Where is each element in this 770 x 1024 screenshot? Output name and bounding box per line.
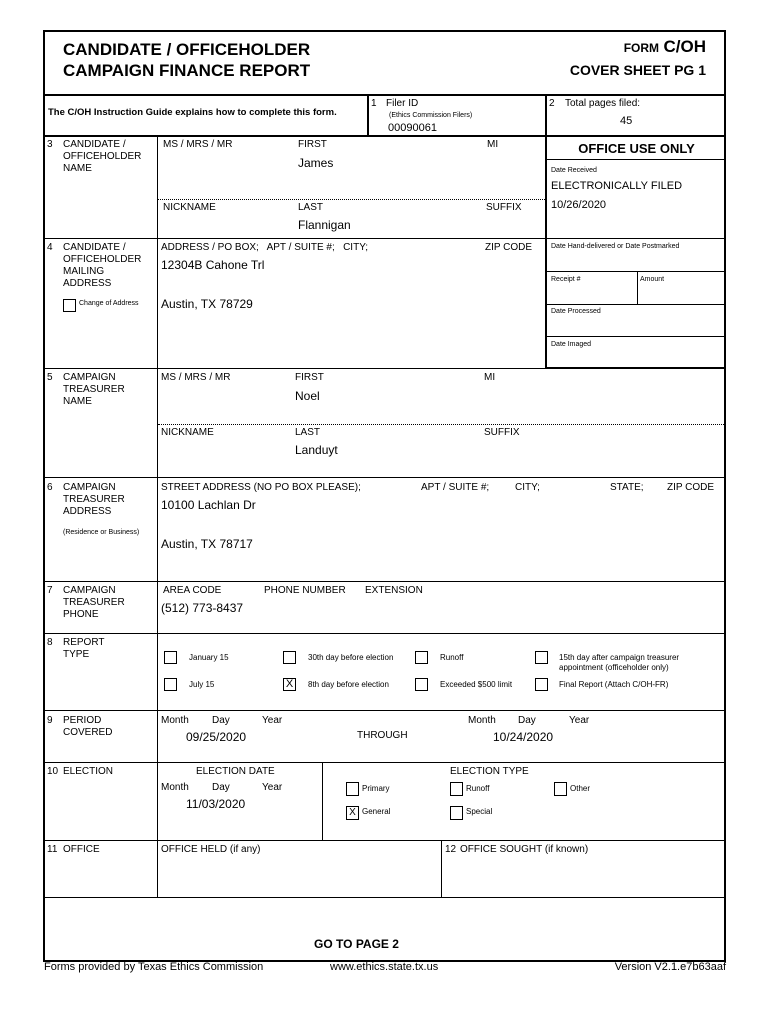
to-month-label: Month xyxy=(468,715,496,726)
divider xyxy=(546,271,726,272)
first-label: FIRST xyxy=(295,372,324,383)
section-num: 8 xyxy=(47,637,53,648)
filer-id-label: Filer ID xyxy=(386,98,419,109)
other-checkbox[interactable] xyxy=(554,782,567,796)
zip-label: ZIP CODE xyxy=(485,242,533,253)
suffix-label: SUFFIX xyxy=(484,427,520,438)
divider xyxy=(546,336,726,337)
treasurer-last-name: Landuyt xyxy=(295,443,338,457)
divider xyxy=(367,95,369,135)
treasurer-first-name: Noel xyxy=(295,389,320,403)
candidate-first-name: James xyxy=(298,156,334,170)
filer-id-num: 1 xyxy=(371,98,377,109)
period-from-date: 09/25/2020 xyxy=(186,730,247,744)
runoff-checkbox[interactable] xyxy=(415,651,428,664)
filer-id-value: 00090061 xyxy=(388,122,437,134)
divider xyxy=(43,94,726,96)
total-pages-value: 45 xyxy=(620,115,633,127)
form-code xyxy=(624,37,706,57)
8day-checkbox[interactable]: X xyxy=(283,678,296,691)
primary-label: Primary xyxy=(362,784,390,793)
section-num: 5 xyxy=(47,372,53,383)
filer-id-sublabel: (Ethics Commission Filers) xyxy=(389,112,473,119)
form-title-line1: CANDIDATE / OFFICEHOLDER xyxy=(63,40,311,59)
office-sought-label: OFFICE SOUGHT (if known) xyxy=(460,844,589,855)
processed-label: Date Processed xyxy=(551,308,601,315)
footer-version: Version V2.1.e7b63aaf xyxy=(614,961,726,973)
instructions-text: The C/OH Instruction Guide explains how to complete this form. xyxy=(48,107,337,118)
address-header-label: ADDRESS / PO BOX; APT / SUITE #; CITY; xyxy=(161,242,368,253)
section-label: CAMPAIGN TREASURER ADDRESS xyxy=(63,482,125,517)
form-prefix: FORM xyxy=(623,41,660,55)
street-label: STREET ADDRESS (NO PO BOX PLEASE); xyxy=(161,482,361,493)
jan15-checkbox[interactable] xyxy=(164,651,177,664)
section-label: OFFICE xyxy=(63,844,100,855)
city-label: CITY; xyxy=(515,482,540,493)
form-title-line2: CAMPAIGN FINANCE REPORT xyxy=(63,61,311,80)
from-day-label: Day xyxy=(212,715,230,726)
divider xyxy=(545,95,547,135)
jan15-label: January 15 xyxy=(189,653,229,662)
office-held-label: OFFICE HELD (if any) xyxy=(161,844,261,855)
other-label: Other xyxy=(570,784,591,793)
last-label: LAST xyxy=(295,427,321,438)
section-label: ELECTION xyxy=(63,766,114,777)
to-day-label: Day xyxy=(518,715,536,726)
divider xyxy=(637,271,638,304)
nickname-label: NICKNAME xyxy=(163,202,216,213)
election-year-label: Year xyxy=(262,782,283,793)
divider xyxy=(157,136,158,762)
cover-sheet-label: COVER SHEET PG 1 xyxy=(569,62,706,78)
filed-date: 10/26/2020 xyxy=(551,199,607,211)
change-of-address-checkbox[interactable] xyxy=(63,299,76,312)
election-date: 11/03/2020 xyxy=(186,797,246,811)
go-to-page-2: GO TO PAGE 2 xyxy=(314,937,399,951)
receipt-label: Receipt # xyxy=(551,276,581,283)
last-label: LAST xyxy=(298,202,324,213)
candidate-address-line2: Austin, TX 78729 xyxy=(161,297,253,311)
office-sought-num: 12 xyxy=(445,844,457,855)
divider xyxy=(157,763,158,897)
final-report-label: Final Report (Attach C/OH-FR) xyxy=(559,680,669,689)
mi-label: MI xyxy=(487,139,499,150)
exceeded-500-checkbox[interactable] xyxy=(415,678,428,691)
area-code-label: AREA CODE xyxy=(163,585,222,596)
15th-day-label: 15th day after campaign treasurer appointment (officeholder only) xyxy=(559,653,680,672)
primary-checkbox[interactable] xyxy=(346,782,359,796)
election-runoff-checkbox[interactable] xyxy=(450,782,463,796)
section-label: CAMPAIGN TREASURER PHONE xyxy=(63,585,125,620)
through-label: THROUGH xyxy=(357,730,408,741)
state-label: STATE; xyxy=(610,482,644,493)
divider xyxy=(43,633,726,634)
to-year-label: Year xyxy=(569,715,590,726)
divider xyxy=(43,897,726,898)
election-date-label: ELECTION DATE xyxy=(196,766,275,777)
nickname-label: NICKNAME xyxy=(161,427,214,438)
jul15-label: July 15 xyxy=(189,680,215,689)
divider xyxy=(322,763,323,840)
candidate-address-line1: 12304B Cahone Trl xyxy=(161,258,265,272)
imaged-label: Date Imaged xyxy=(551,341,592,348)
divider xyxy=(43,840,726,841)
suffix-label: SUFFIX xyxy=(486,202,522,213)
8day-label: 8th day before election xyxy=(308,680,389,689)
section-num: 7 xyxy=(47,585,53,596)
section-num: 6 xyxy=(47,482,53,493)
30day-label: 30th day before election xyxy=(308,653,394,662)
section-label: CANDIDATE / OFFICEHOLDER NAME xyxy=(63,139,142,174)
change-of-address-label: Change of Address xyxy=(79,300,139,307)
section-num: 9 xyxy=(47,715,53,726)
from-year-label: Year xyxy=(262,715,283,726)
special-label: Special xyxy=(466,807,493,816)
hand-delivered-label: Date Hand-delivered or Date Postmarked xyxy=(551,243,680,250)
zip-label: ZIP CODE xyxy=(667,482,715,493)
jul15-checkbox[interactable] xyxy=(164,678,177,691)
extension-label: EXTENSION xyxy=(365,585,423,596)
treasurer-phone: (512) 773-8437 xyxy=(161,601,244,615)
special-checkbox[interactable] xyxy=(450,806,463,820)
dotted-divider xyxy=(158,424,726,425)
section-label: CAMPAIGN TREASURER NAME xyxy=(63,372,125,407)
residence-label: (Residence or Business) xyxy=(63,529,140,536)
filed-status: ELECTRONICALLY FILED xyxy=(551,180,683,192)
footer-url[interactable]: www.ethics.state.tx.us xyxy=(330,961,439,973)
election-month-label: Month xyxy=(161,782,189,793)
divider xyxy=(43,238,546,239)
divider xyxy=(43,710,726,711)
footer-provider: Forms provided by Texas Ethics Commission xyxy=(44,961,264,973)
dotted-divider xyxy=(158,199,545,200)
treasurer-address-line1: 10100 Lachlan Dr xyxy=(161,498,256,512)
office-use-title: OFFICE USE ONLY xyxy=(578,141,695,156)
candidate-last-name: Flannigan xyxy=(298,218,351,232)
period-to-date: 10/24/2020 xyxy=(493,730,554,744)
mi-label: MI xyxy=(484,372,496,383)
section-label: CANDIDATE / OFFICEHOLDER MAILING ADDRESS xyxy=(63,242,142,289)
section-label: PERIOD COVERED xyxy=(63,715,113,738)
first-label: FIRST xyxy=(298,139,327,150)
apt-label: APT / SUITE #; xyxy=(421,482,490,493)
form-code-value: C/OH xyxy=(663,37,706,56)
election-day-label: Day xyxy=(212,782,230,793)
15th-day-checkbox[interactable] xyxy=(535,651,548,664)
section-num: 11 xyxy=(47,844,58,855)
divider xyxy=(441,841,442,897)
total-pages-num: 2 xyxy=(549,98,555,109)
runoff-label: Runoff xyxy=(440,653,464,662)
election-runoff-label: Runoff xyxy=(466,784,490,793)
divider xyxy=(546,304,726,305)
divider xyxy=(43,581,726,582)
section-num: 10 xyxy=(47,766,59,777)
divider xyxy=(43,762,726,763)
total-pages-label: Total pages filed: xyxy=(565,98,641,109)
phone-number-label: PHONE NUMBER xyxy=(264,585,346,596)
final-report-checkbox[interactable] xyxy=(535,678,548,691)
general-checkbox[interactable]: X xyxy=(346,806,359,820)
section-num: 3 xyxy=(47,139,53,150)
30day-checkbox[interactable] xyxy=(283,651,296,664)
prefix-label: MS / MRS / MR xyxy=(161,372,231,383)
from-month-label: Month xyxy=(161,715,189,726)
amount-label: Amount xyxy=(640,276,665,283)
divider xyxy=(546,159,726,160)
divider xyxy=(43,477,726,478)
divider xyxy=(43,368,726,369)
divider xyxy=(546,238,726,239)
date-received-label: Date Received xyxy=(551,167,597,174)
prefix-label: MS / MRS / MR xyxy=(163,139,233,150)
exceeded-500-label: Exceeded $500 limit xyxy=(440,680,513,689)
treasurer-address-line2: Austin, TX 78717 xyxy=(161,537,253,551)
election-type-label: ELECTION TYPE xyxy=(450,766,529,777)
section-label: REPORT TYPE xyxy=(63,637,105,660)
general-label: General xyxy=(362,807,391,816)
section-num: 4 xyxy=(47,242,53,253)
